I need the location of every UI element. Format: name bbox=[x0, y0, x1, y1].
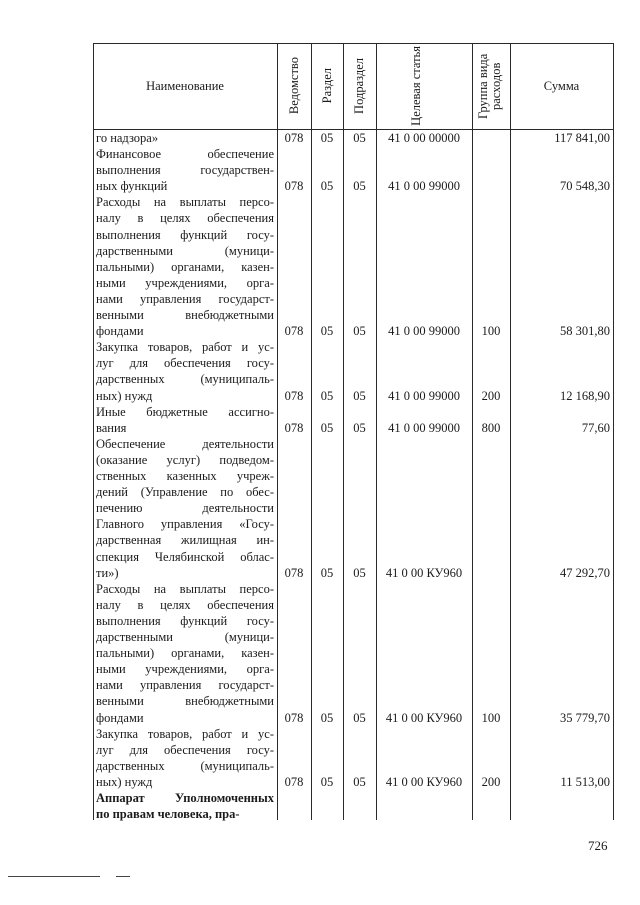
col-border bbox=[613, 43, 614, 820]
cell-section: 05 bbox=[320, 388, 334, 403]
cell-expense-group: 100 bbox=[481, 324, 501, 339]
row-name-line: ных функций bbox=[96, 179, 168, 194]
row-name bbox=[96, 436, 274, 581]
row-name-line: венными внебюджетными bbox=[96, 308, 274, 323]
row-name-line: дарственных (муниципаль- bbox=[96, 758, 274, 773]
cell-amount: 11 513,00 bbox=[560, 775, 610, 789]
cell-section: 05 bbox=[320, 324, 334, 339]
row-name-line: фондами bbox=[96, 324, 144, 339]
row-name-line: дарственная жилищная ин- bbox=[96, 533, 274, 548]
cell-target-article: 41 0 00 КУ960 bbox=[385, 565, 463, 580]
cell-amount: 117 841,00 bbox=[554, 131, 610, 145]
row-name-line: налу в целях обеспечения bbox=[96, 597, 274, 612]
cell-department: 078 bbox=[284, 775, 304, 789]
row-name-line: ных) нужд bbox=[96, 388, 153, 403]
header-name: Наименование bbox=[146, 79, 224, 93]
cell-section: 05 bbox=[320, 775, 334, 789]
row-name-line: Иные бюджетные ассигно- bbox=[96, 404, 274, 419]
row-name-line: Закупка товаров, работ и ус- bbox=[96, 340, 274, 355]
cell-department: 078 bbox=[284, 131, 304, 145]
row-name bbox=[96, 404, 274, 436]
row-name-line: го надзора» bbox=[96, 131, 159, 145]
cell-amount: 47 292,70 bbox=[560, 565, 610, 580]
row-name-line: выполнения государствен- bbox=[96, 163, 274, 178]
cell-department: 078 bbox=[284, 565, 304, 580]
cell-target-article: 41 0 00 99000 bbox=[388, 324, 460, 339]
row-name-line: пальными) органами, казен- bbox=[96, 646, 274, 661]
row-name bbox=[96, 130, 274, 146]
cell-department: 078 bbox=[284, 324, 304, 339]
row-name-line: ными учреждениями, орга- bbox=[96, 275, 274, 290]
row-name-line: ных) нужд bbox=[96, 774, 153, 789]
row-name-line: дарственных (муниципаль- bbox=[96, 372, 274, 387]
row-name-line: налу в целях обеспечения bbox=[96, 211, 274, 226]
cell-subsection: 05 bbox=[353, 420, 366, 435]
cell-target-article: 41 0 00 КУ960 bbox=[385, 775, 463, 789]
col-border bbox=[93, 43, 94, 820]
row-name-line: Финансовое обеспечение bbox=[96, 147, 274, 162]
cell-amount: 77,60 bbox=[581, 420, 610, 435]
cell-amount: 35 779,70 bbox=[560, 710, 610, 725]
row-name-line: нами управления государст- bbox=[96, 291, 274, 306]
row-name bbox=[96, 581, 274, 726]
row-name-line: дарственными (муници- bbox=[96, 630, 274, 645]
row-name-line: ными учреждениями, орга- bbox=[96, 662, 274, 677]
cell-department: 078 bbox=[284, 420, 304, 435]
row-name-line: по правам человека, пра- bbox=[96, 807, 240, 822]
row-name-line: ственных казенных учреж- bbox=[96, 469, 274, 484]
header-department: Ведомство bbox=[286, 57, 301, 115]
header-section: Раздел bbox=[319, 68, 334, 104]
cell-expense-group: 100 bbox=[481, 710, 501, 725]
cell-amount: 58 301,80 bbox=[560, 324, 610, 339]
page-number: 726 bbox=[588, 838, 608, 853]
cell-section: 05 bbox=[320, 565, 334, 580]
row-name-line: Аппарат Уполномоченных bbox=[96, 791, 274, 806]
row-name-line: нами управления государст- bbox=[96, 678, 274, 693]
cell-subsection: 05 bbox=[353, 710, 366, 725]
cell-target-article: 41 0 00 99000 bbox=[388, 179, 460, 194]
row-name bbox=[96, 726, 274, 790]
header-amount: Сумма bbox=[543, 79, 580, 93]
cell-subsection: 05 bbox=[353, 565, 366, 580]
cell-department: 078 bbox=[284, 710, 304, 725]
row-name bbox=[96, 146, 274, 194]
row-name-line: венными внебюджетными bbox=[96, 694, 274, 709]
row-name-line: спекция Челябинской облас- bbox=[96, 549, 274, 564]
cell-target-article: 41 0 00 99000 bbox=[388, 420, 460, 435]
row-name-line: (оказание услуг) подведом- bbox=[96, 452, 274, 467]
row-name-line: луг для обеспечения госу- bbox=[96, 742, 274, 757]
cell-subsection: 05 bbox=[353, 131, 366, 145]
row-name-line: дений (Управление по обес- bbox=[96, 485, 274, 500]
row-name bbox=[96, 339, 274, 403]
cell-expense-group: 200 bbox=[481, 775, 501, 789]
row-name-line: выполнения функций госу- bbox=[96, 227, 274, 242]
footer-rule bbox=[116, 876, 130, 877]
cell-section: 05 bbox=[320, 179, 334, 194]
cell-expense-group: 200 bbox=[481, 388, 501, 403]
row-name bbox=[96, 790, 274, 822]
row-name-line: Обеспечение деятельности bbox=[96, 436, 274, 451]
cell-target-article: 41 0 00 99000 bbox=[388, 388, 460, 403]
row-name-line: Расходы на выплаты персо- bbox=[96, 581, 274, 596]
footer-rule bbox=[8, 876, 100, 877]
cell-target-article: 41 0 00 КУ960 bbox=[385, 710, 463, 725]
header-subsection: Подраздел bbox=[352, 58, 366, 114]
row-name-line: пальными) органами, казен- bbox=[96, 259, 274, 274]
row-name-line: дарственными (муници- bbox=[96, 243, 274, 258]
row-name-line: Расходы на выплаты персо- bbox=[96, 195, 274, 210]
cell-amount: 70 548,30 bbox=[560, 179, 610, 194]
row-name-line: печению деятельности bbox=[96, 501, 274, 516]
cell-subsection: 05 bbox=[353, 179, 366, 194]
cell-subsection: 05 bbox=[353, 388, 366, 403]
header-target-article: Целевая статья bbox=[409, 46, 423, 126]
row-name-line: фондами bbox=[96, 710, 144, 725]
cell-expense-group: 800 bbox=[481, 420, 501, 435]
cell-department: 078 bbox=[284, 179, 304, 194]
row-name-line: выполнения функций госу- bbox=[96, 613, 274, 628]
cell-subsection: 05 bbox=[353, 324, 366, 339]
header-expense-group: Группа вида расходов bbox=[476, 53, 503, 119]
cell-amount: 12 168,90 bbox=[560, 388, 610, 403]
budget-table bbox=[93, 43, 613, 820]
cell-subsection: 05 bbox=[353, 775, 366, 789]
row-name-line: луг для обеспечения госу- bbox=[96, 356, 274, 371]
row-name-line: вания bbox=[96, 420, 127, 435]
row-name-line: Закупка товаров, работ и ус- bbox=[96, 726, 274, 741]
cell-target-article: 41 0 00 00000 bbox=[388, 131, 460, 145]
cell-section: 05 bbox=[320, 710, 334, 725]
row-name-line: Главного управления «Госу- bbox=[96, 517, 274, 532]
row-name-line: ти») bbox=[96, 565, 119, 580]
cell-section: 05 bbox=[320, 131, 334, 145]
row-name bbox=[96, 194, 274, 339]
cell-department: 078 bbox=[284, 388, 304, 403]
cell-section: 05 bbox=[320, 420, 334, 435]
